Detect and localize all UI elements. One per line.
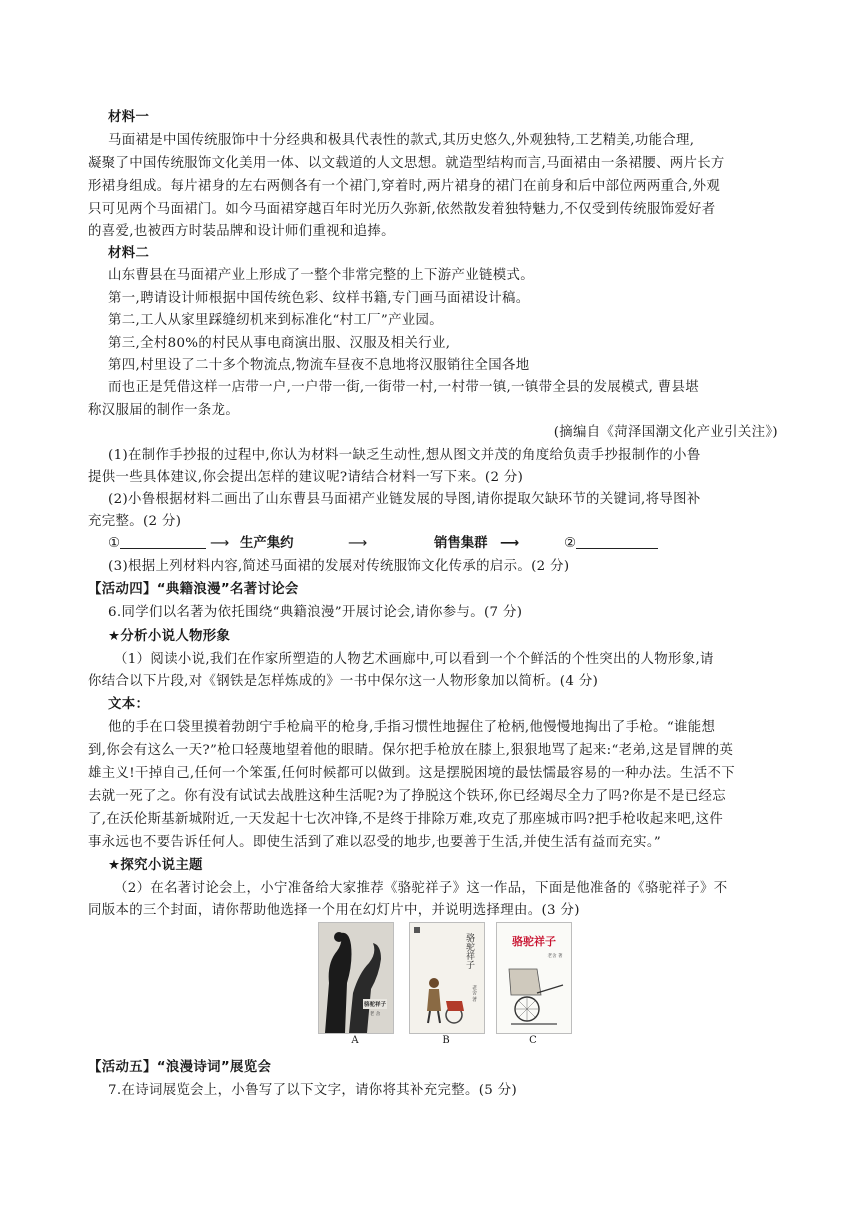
material2-line: 而也正是凭借这样一店带一户,一户带一街,一街带一村,一村带一镇,一镇带全县的发展模式, 曹县堪 (108, 380, 700, 395)
question-2-cont: 充完整。(2 分) (88, 514, 182, 529)
book-covers (318, 922, 578, 1052)
question-1: (1)在制作手抄报的过程中,你认为材料一缺乏生动性,想从图文并茂的角度给负责手抄报制作的小鲁 (108, 448, 701, 463)
flow-arrow: ⟶ (348, 536, 368, 551)
industry-chain-diagram (108, 534, 668, 554)
passage-line: 去就一死了之。你有没有试试去战胜这种生活呢?为了挣脱这个铁环,你已经竭尽全力了吗?你是不是已经忘 (88, 789, 726, 804)
cover-b[interactable] (409, 922, 485, 1034)
activity-5-heading: 【活动五】“浪漫诗词”展览会 (88, 1060, 272, 1075)
material2-heading: 材料二 (108, 246, 150, 261)
material2-line: 第一,聘请设计师根据中国传统色彩、纹样书籍,专门画马面裙设计稿。 (108, 291, 530, 306)
flow-arrow: ⟶ (210, 536, 230, 551)
flow-step-production: 生产集约 (240, 536, 294, 551)
cover-c-label: C (529, 1035, 537, 1046)
passage-line: 他的手在口袋里摸着勃朗宁手枪扁平的枪身,手指习惯性地握住了枪柄,他慢慢地掏出了手枪。“谁能想 (108, 720, 716, 735)
flow-arrow-bold: ⟶ (500, 536, 520, 551)
material2-line: 第三,全村80%的村民从事电商演出服、汉服及相关行业, (108, 336, 451, 351)
blank-1-label: ① (108, 536, 121, 551)
source-citation: (摘编自《菏泽国潮文化产业引关注》) (553, 425, 778, 440)
cover-a-author: 老 舍 (369, 1012, 381, 1017)
question-6-2-cont: 同版本的三个封面，请你帮助他选择一个用在幻灯片中，并说明选择理由。(3 分) (88, 903, 580, 918)
passage-line: 雄主义!干掉自己,任何一个笨蛋,任何时候都可以做到。这是摆脱困境的最怯懦最容易的一种办法。生活不下 (88, 766, 736, 781)
question-6-1-cont: 你结合以下片段,对《钢铁是怎样炼成的》一书中保尔这一人物形象加以简析。(4 分) (88, 674, 599, 689)
cover-c[interactable] (496, 922, 572, 1034)
cover-b-label: B (442, 1035, 450, 1046)
cover-c-author: 老舍 著 (547, 954, 563, 959)
passage-line: 事永远也不要告诉任何人。即使生活到了难以忍受的地步,也要善于生活,并使生活有益而充实。” (88, 835, 662, 850)
flow-step-sales: 销售集群 (434, 536, 488, 551)
blank-1-line (120, 534, 206, 549)
passage-line: 了,在沃伦斯基新城附近,一天发起十七次冲锋,不是终于排除万难,攻克了那座城市吗?把手枪收起来吧,这件 (88, 812, 724, 827)
question-6-1: （1）阅读小说,我们在作家所塑造的人物艺术画廊中,可以看到一个个鲜活的个性突出的人物形象,请 (114, 652, 714, 667)
passage-line: 到,你会有这么一天?”枪口轻蔑地望着他的眼睛。保尔把手枪放在膝上,狠狠地骂了起来:“老弟,这是冒牌的英 (88, 743, 734, 758)
material1-line: 形裙身组成。每片裙身的左右两侧各有一个裙门,穿着时,两片裙身的裙门在前身和后中部位两两重合,外观 (88, 179, 721, 194)
material2-line: 称汉服届的制作一条龙。 (88, 403, 240, 418)
cover-a[interactable] (318, 922, 394, 1034)
cover-a-label: A (351, 1035, 359, 1046)
question-3: (3)根据上列材料内容,简述马面裙的发展对传统服饰文化传承的启示。(2 分) (108, 559, 570, 574)
rickshaw-illustration-icon (410, 923, 484, 1033)
material2-line: 山东曹县在马面裙产业上形成了一整个非常完整的上下游产业链模式。 (108, 268, 534, 283)
material1-line: 只可见两个马面裙门。如今马面裙穿越百年时光历久弥新,依然散发着独特魅力,不仅受到传统服饰爱好者 (88, 202, 716, 217)
section-theme: ★探究小说主题 (108, 858, 203, 873)
activity-4-heading: 【活动四】“典籍浪漫”名著讨论会 (88, 582, 299, 597)
question-6-2: （2）在名著讨论会上，小宁准备给大家推荐《骆驼祥子》这一作品，下面是他准备的《骆驼祥子》不 (114, 881, 728, 896)
flow-blank-2[interactable] (564, 534, 658, 554)
question-1-cont: 提供一些具体建议,你会提出怎样的建议呢?请结合材料一写下来。(2 分) (88, 470, 524, 485)
blank-2-label: ② (564, 536, 577, 551)
material2-line: 第四,村里设了二十多个物流点,物流车昼夜不息地将汉服销往全国各地 (108, 358, 530, 373)
cover-b-title: 骆驼祥子 (464, 933, 474, 969)
material1-line: 凝聚了中国传统服饰文化美用一体、以文载道的人文思想。就造型结构而言,马面裙由一条裙腰、两片长方 (88, 156, 725, 171)
material1-line: 的喜爱,也被西方时装品牌和设计师们重视和追捧。 (88, 224, 395, 239)
section-character-analysis: ★分析小说人物形象 (108, 629, 231, 644)
blank-2-line (576, 534, 658, 549)
cover-b-author: 老舍 著 (471, 985, 477, 1002)
cover-a-title: 骆驼祥子 (363, 1002, 386, 1008)
question-6: 6.同学们以名著为依托围绕“典籍浪漫”开展讨论会,请你参与。(7 分) (108, 605, 523, 620)
text-label: 文本： (108, 697, 150, 712)
cover-c-title: 骆驼祥子 (512, 935, 556, 948)
material2-line: 第二,工人从家里踩缝纫机来到标准化“村工厂”产业园。 (108, 313, 444, 328)
flow-blank-1[interactable] (108, 534, 206, 554)
cover-c-rickshaw-icon (497, 923, 571, 1033)
material1-line: 马面裙是中国传统服饰中十分经典和极具代表性的款式,其历史悠久,外观独特,工艺精美,功能合理, (108, 133, 695, 148)
material1-heading: 材料一 (108, 110, 150, 125)
question-2: (2)小鲁根据材料二画出了山东曹县马面裙产业链发展的导图,请你提取欠缺环节的关键词,将导图补 (108, 492, 701, 507)
question-7: 7.在诗词展览会上，小鲁写了以下文字，请你将其补充完整。(5 分) (108, 1083, 518, 1098)
